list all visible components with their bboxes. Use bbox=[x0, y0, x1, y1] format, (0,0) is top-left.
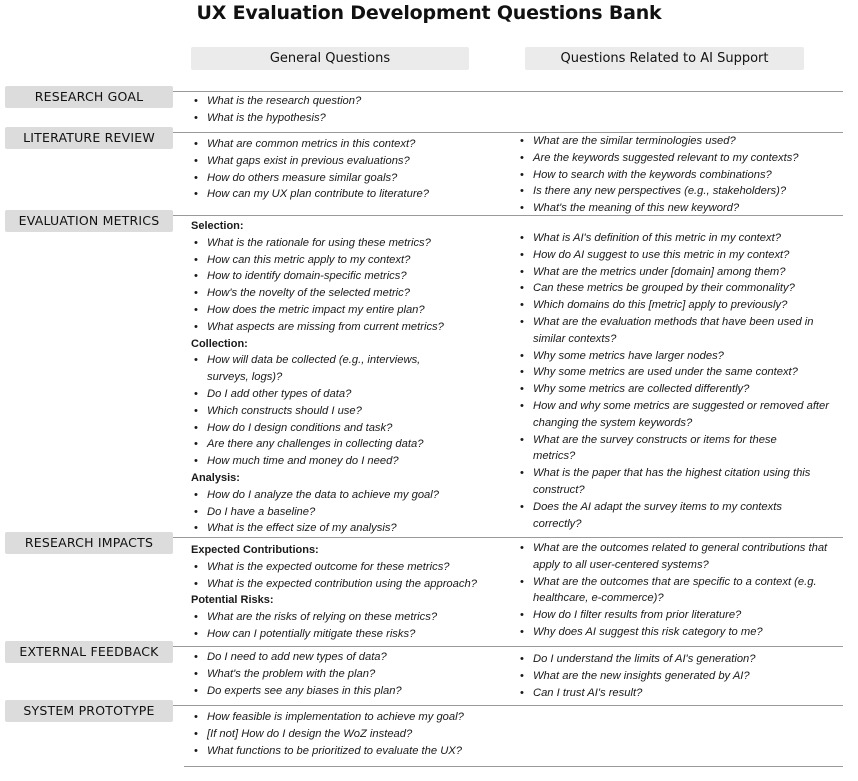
research-impacts-ai-list bbox=[517, 540, 832, 641]
list-item: • What is the paper that has the highest citation using this construct? bbox=[520, 467, 811, 496]
section-external-feedback: EXTERNAL FEEDBACK bbox=[5, 641, 173, 663]
subheading-analysis: Analysis: bbox=[191, 471, 240, 484]
subheading-collection: Collection: bbox=[191, 337, 248, 350]
list-item: • What is the hypothesis? bbox=[194, 111, 326, 124]
divider-research-impacts bbox=[173, 537, 843, 538]
list-item: • What is AI's definition of this metric in my context? bbox=[520, 232, 781, 244]
list-item: • What are the metrics under [domain] among them? bbox=[520, 265, 786, 278]
section-research-impacts: RESEARCH IMPACTS bbox=[5, 532, 173, 554]
list-item: • Can I trust AI's result? bbox=[520, 686, 643, 699]
list-item: • How much time and money do I need? bbox=[194, 455, 399, 468]
list-item: • What are the outcomes related to general contributions that apply to all user-centered systems? bbox=[520, 542, 828, 571]
divider-bottom bbox=[184, 766, 843, 767]
list-item: • How can my UX plan contribute to literature? bbox=[194, 188, 429, 201]
divider-system-prototype bbox=[173, 705, 843, 706]
divider-external-feedback bbox=[173, 646, 843, 647]
subheading-expected-contributions: Expected Contributions: bbox=[191, 544, 319, 556]
list-item: • What aspects are missing from current metrics? bbox=[194, 320, 444, 333]
list-item: • How do I design conditions and task? bbox=[194, 421, 393, 434]
list-item: • Why does AI suggest this risk category to me? bbox=[520, 625, 763, 638]
list-item: • Which domains do this [metric] apply to previously? bbox=[520, 299, 788, 312]
list-item: • What are common metrics in this context? bbox=[194, 138, 416, 150]
general-questions-header: General Questions bbox=[191, 47, 469, 70]
list-item: • Why some metrics are collected differently? bbox=[520, 383, 750, 396]
list-item: • Do I add other types of data? bbox=[194, 387, 352, 400]
list-item: • What are the similar terminologies used? bbox=[520, 135, 736, 147]
list-item: • Are there any challenges in collecting data? bbox=[194, 438, 424, 451]
list-item: • Do I understand the limits of AI's generation? bbox=[520, 653, 756, 665]
list-item: • How and why some metrics are suggested or removed after changing the system keywords? bbox=[520, 399, 829, 429]
literature-review-general-list bbox=[191, 136, 511, 203]
subheading-selection: Selection: bbox=[191, 220, 244, 232]
evaluation-metrics-ai-list bbox=[517, 230, 832, 532]
list-item: • Why some metrics are used under the same context? bbox=[520, 366, 798, 379]
list-item: • What are the outcomes that are specific to a context (e.g. healthcare, e-commerce)? bbox=[520, 575, 817, 605]
literature-review-ai-list bbox=[517, 133, 832, 217]
section-evaluation-metrics: EVALUATION METRICS bbox=[5, 210, 173, 232]
list-item: • What are the risks of relying on these metrics? bbox=[194, 611, 438, 624]
section-literature-review: LITERATURE REVIEW bbox=[5, 127, 173, 149]
subheading-potential-risks: Potential Risks: bbox=[191, 594, 274, 607]
list-item: • Do I need to add new types of data? bbox=[194, 651, 387, 663]
page-title: UX Evaluation Development Questions Bank bbox=[196, 2, 662, 24]
list-item: • Is there any new perspectives (e.g., stakeholders)? bbox=[520, 185, 787, 198]
list-item: • How feasible is implementation to achieve my goal? bbox=[194, 711, 464, 723]
divider-research-goal bbox=[173, 91, 843, 92]
list-item: • What's the problem with the plan? bbox=[194, 667, 376, 680]
list-item: • What are the evaluation methods that have been used in similar contexts? bbox=[520, 315, 814, 345]
list-item: • What are the survey constructs or items for these metrics? bbox=[520, 433, 777, 463]
list-item: • Are the keywords suggested relevant to my contexts? bbox=[520, 151, 799, 164]
list-item: • What functions to be prioritized to evaluate the UX? bbox=[194, 744, 462, 757]
list-item: • Why some metrics have larger nodes? bbox=[520, 349, 724, 362]
list-item: • How do others measure similar goals? bbox=[194, 171, 398, 184]
list-item: • How can I potentially mitigate these risks? bbox=[194, 627, 416, 640]
list-item: • How to search with the keywords combinations? bbox=[520, 168, 772, 181]
evaluation-metrics-general-list bbox=[191, 218, 511, 537]
list-item: • Can these metrics be grouped by their commonality? bbox=[520, 282, 795, 295]
ai-questions-header: Questions Related to AI Support bbox=[525, 47, 804, 70]
list-item: • What is the expected outcome for these metrics? bbox=[194, 560, 450, 573]
research-goal-general-list bbox=[191, 93, 511, 127]
list-item: • How can this metric apply to my context? bbox=[194, 253, 411, 266]
list-item: • How do I analyze the data to achieve my goal? bbox=[194, 488, 439, 501]
list-item: • How to identify domain-specific metrics? bbox=[194, 270, 407, 283]
list-item: • Do I have a baseline? bbox=[194, 505, 316, 518]
list-item: • What gaps exist in previous evaluations? bbox=[194, 154, 410, 167]
list-item: • How does the metric impact my entire plan? bbox=[194, 303, 425, 316]
list-item: • Which constructs should I use? bbox=[194, 404, 362, 417]
list-item: • Does the AI adapt the survey items to my contexts correctly? bbox=[520, 500, 782, 530]
list-item: • What's the meaning of this new keyword? bbox=[520, 202, 740, 215]
system-prototype-general-list bbox=[191, 709, 511, 759]
research-impacts-general-list bbox=[191, 542, 511, 643]
section-system-prototype: SYSTEM PROTOTYPE bbox=[5, 700, 173, 722]
list-item: • How's the novelty of the selected metric? bbox=[194, 287, 410, 300]
list-item: • How do AI suggest to use this metric in my context? bbox=[520, 248, 790, 261]
list-item: • What is the rationale for using these metrics? bbox=[194, 236, 431, 249]
list-item: • How will data be collected (e.g., interviews, surveys, logs)? bbox=[194, 354, 421, 384]
list-item: • Do experts see any biases in this plan? bbox=[194, 684, 402, 697]
external-feedback-ai-list bbox=[517, 651, 832, 701]
list-item: • What are the new insights generated by AI? bbox=[520, 669, 750, 682]
list-item: • [If not] How do I design the WoZ instead? bbox=[194, 727, 413, 740]
list-item: • What is the effect size of my analysis? bbox=[194, 522, 397, 535]
list-item: • How do I filter results from prior literature? bbox=[520, 609, 742, 622]
section-research-goal: RESEARCH GOAL bbox=[5, 86, 173, 108]
list-item: • What is the research question? bbox=[194, 95, 362, 107]
external-feedback-general-list bbox=[191, 649, 511, 699]
list-item: • What is the expected contribution using the approach? bbox=[194, 577, 477, 590]
